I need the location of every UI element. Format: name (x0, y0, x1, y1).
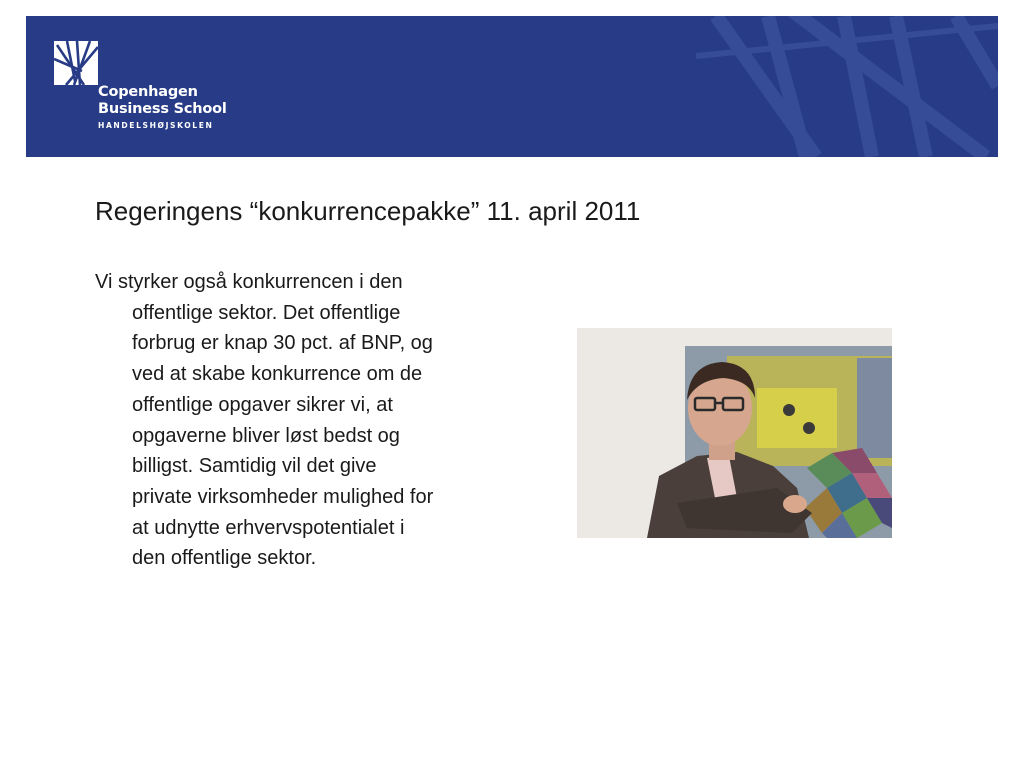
body-line: den offentlige sektor. (132, 547, 317, 570)
body-line: ved at skabe konkurrence om de (132, 363, 423, 386)
logo-line-1: Copenhagen (98, 84, 198, 100)
body-line: billigst. Samtidig vil det give (132, 455, 377, 478)
body-line: opgaverne bliver løst bedst og (132, 424, 400, 447)
body-paragraph (95, 267, 535, 574)
cbs-logo-icon (54, 41, 98, 85)
logo-wordmark (98, 84, 227, 132)
person-portrait-icon (577, 328, 892, 538)
portrait-photo (577, 328, 892, 538)
slide-title: Regeringens “konkurrencepakke” 11. april 2011 (95, 196, 641, 226)
body-line: offentlige sektor. Det offentlige (132, 301, 401, 324)
logo-line-3: HANDELSHØJSKOLEN (98, 121, 214, 130)
logo-line-2: Business School (98, 101, 227, 117)
body-line: forbrug er knap 30 pct. af BNP, og (132, 332, 433, 355)
header-banner (26, 16, 998, 157)
body-line: at udnytte erhvervspotentialet i (132, 516, 405, 539)
body-line: offentlige opgaver sikrer vi, at (132, 393, 393, 416)
body-line: private virksomheder mulighed for (132, 485, 434, 508)
body-line: Vi styrker også konkurrencen i den (95, 271, 403, 293)
